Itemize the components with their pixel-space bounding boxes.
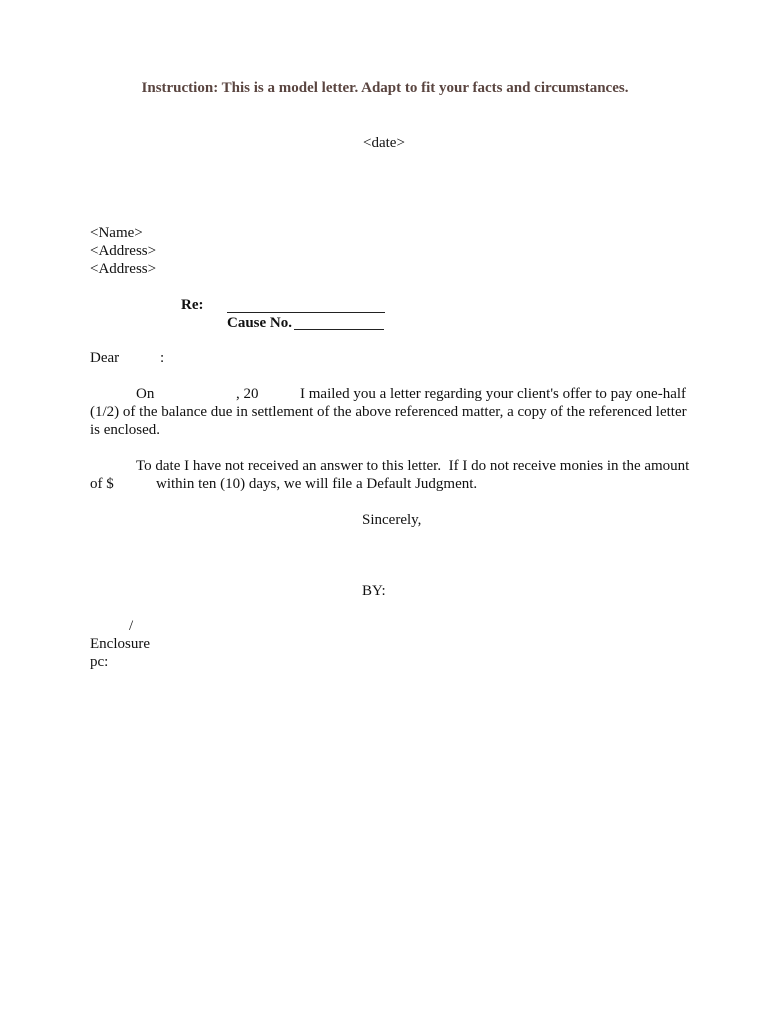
re-label: Re: [181,297,204,313]
salutation-colon: : [160,350,165,366]
re-subject-line [227,312,385,313]
recipient-address-2: <Address> [90,261,157,277]
closing-sincerely: Sincerely, [362,512,422,528]
para1-line2: (1/2) of the balance due in settlement of the above referenced matter, a copy of the referenced letter [90,404,687,420]
para2-amount-label: of $ [90,476,114,492]
cause-number-line [294,329,384,330]
cause-number-label: Cause No. [227,315,293,331]
para1-year: , 20 [236,386,259,402]
instruction-heading: Instruction: This is a model letter. Adapt to fit your facts and circumstances. [141,80,629,96]
initials-slash: / [129,618,134,634]
recipient-name: <Name> [90,225,143,241]
para1-line1: I mailed you a letter regarding your client's offer to pay one-half [300,386,687,402]
pc-label: pc: [90,654,109,670]
para2-line1: To date I have not received an answer to this letter. If I do not receive monies in the amount [136,458,690,474]
date-placeholder: <date> [363,135,405,151]
para1-on: On [136,386,155,402]
para2-line2: within ten (10) days, we will file a Default Judgment. [156,476,478,492]
enclosure-label: Enclosure [90,636,150,652]
recipient-address-1: <Address> [90,243,157,259]
closing-by: BY: [362,583,386,599]
salutation-dear: Dear [90,350,120,366]
para1-line3: is enclosed. [90,422,160,438]
